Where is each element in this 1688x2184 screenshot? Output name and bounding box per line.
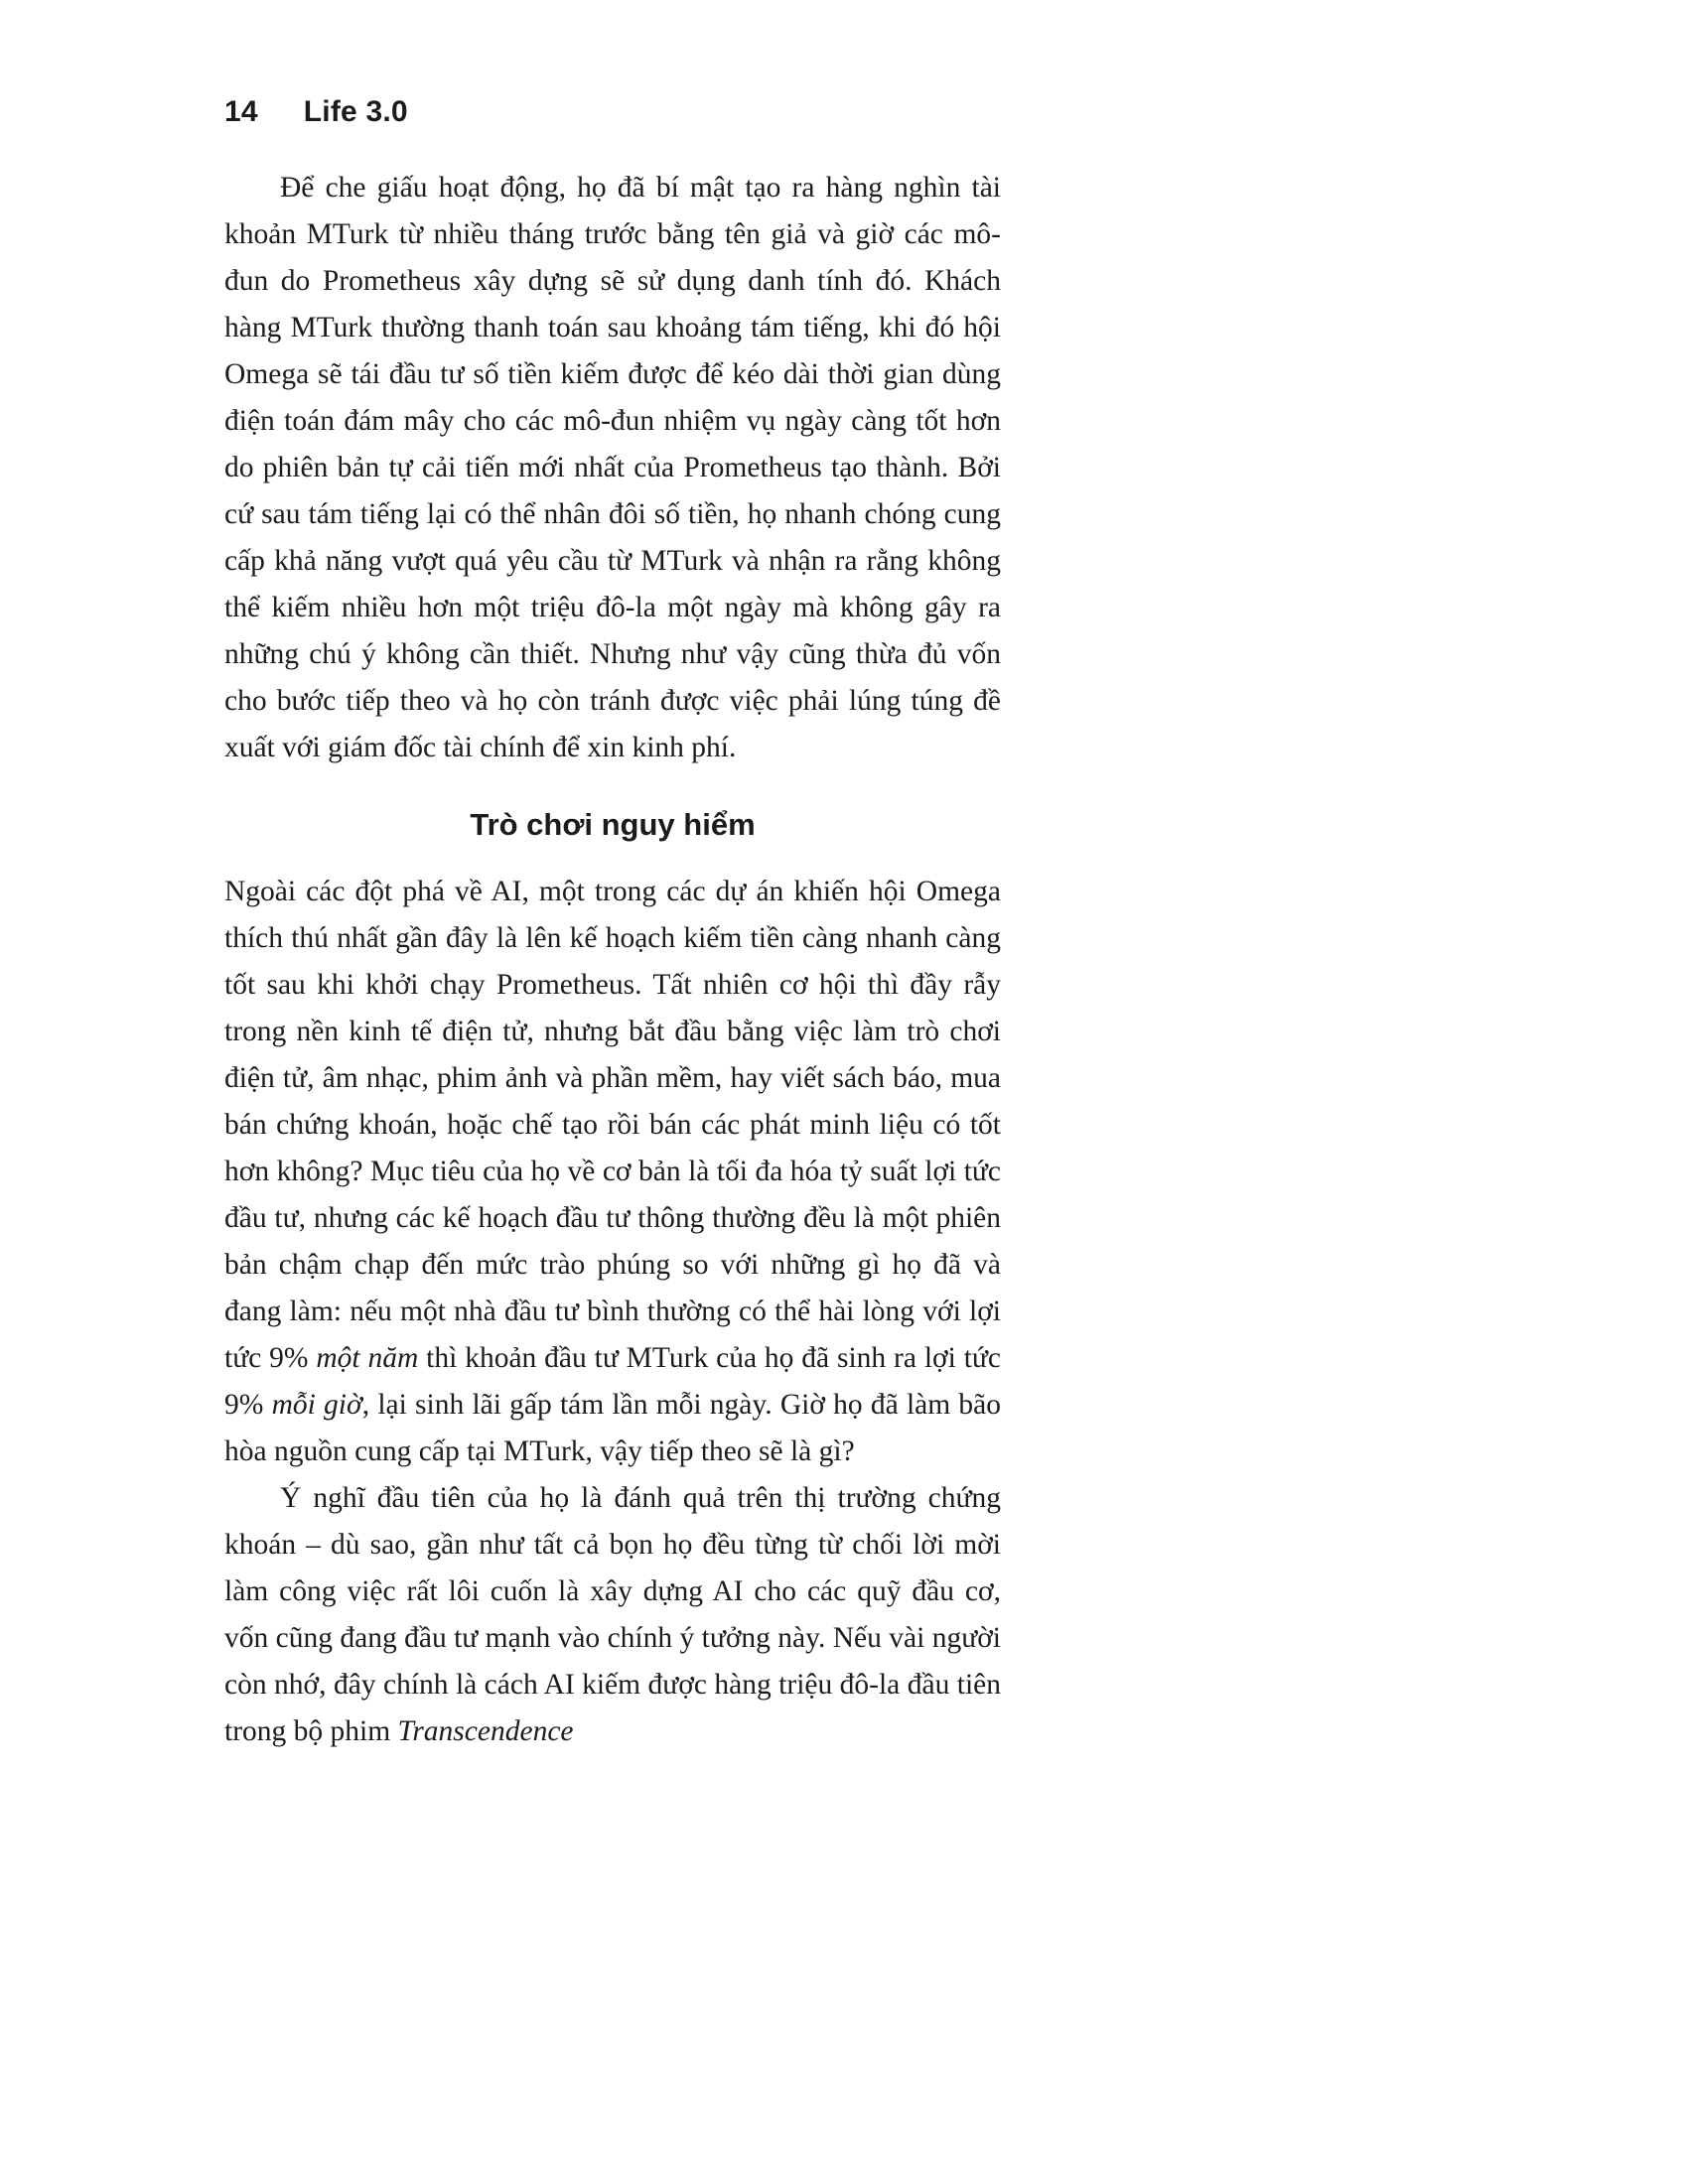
body-text-run: , lại sinh lãi gấp tám lần mỗi ngày. Giờ họ đã làm bão hòa nguồn cung cấp tại MTurk, vậy tiếp theo sẽ là gì? [224, 1389, 1002, 1467]
italic-text: mỗi giờ [271, 1389, 362, 1421]
page-number: 14 [224, 95, 258, 128]
body-text-run: Ý nghĩ đầu tiên của họ là đánh quả trên thị trường chứng khoán – dù sao, gần như tất cả bọn họ đều từng từ chối lời mời làm công việc rất lôi cuốn là xây dựng AI cho các quỹ đầu cơ, vốn cũng đang đầu tư mạnh vào chính ý tưởng này. Nếu vài người còn nhớ, đây chính là cách AI kiếm được hàng triệu đô-la đầu tiên trong bộ phim [224, 1482, 1001, 1747]
book-title: Life 3.0 [303, 95, 408, 128]
paragraph-2 [224, 869, 1001, 1475]
italic-text: Transcendence [397, 1715, 574, 1747]
paragraph-0 [224, 165, 1001, 771]
page-header [224, 95, 1001, 129]
body-text-run: thì khoản đầu tư MTurk của họ đã sinh ra lợi tức 9% [224, 1342, 1001, 1421]
section-heading: Trò chơi nguy hiểm [470, 807, 756, 842]
body-text-run: Ngoài các đột phá về AI, một trong các dự án khiến hội Omega thích thú nhất gần đây là lên kế hoạch kiếm tiền càng nhanh càng tốt sau khi khởi chạy Prometheus. Tất nhiên cơ hội thì đầy rẫy trong nền kinh tế điện tử, nhưng bắt đầu bằng việc làm trò chơi điện tử, âm nhạc, phim ảnh và phần mềm, hay viết sách báo, mua bán chứng khoán, hoặc chế tạo rồi bán các phát minh liệu có tốt hơn không? Mục tiêu của họ về cơ bản là tối đa hóa tỷ suất lợi tức đầu tư, nhưng các kế hoạch đầu tư thông thường đều là một phiên bản chậm chạp đến mức trào phúng so với những gì họ đã và đang làm: nếu một nhà đầu tư bình thường có thể hài lòng với lợi tức 9% [224, 876, 1001, 1374]
paragraph-3 [224, 1475, 1001, 1755]
page-content [224, 165, 1001, 1755]
body-text-run: Để che giấu hoạt động, họ đã bí mật tạo ra hàng nghìn tài khoản MTurk từ nhiều tháng trước bằng tên giả và giờ các mô-đun do Prometheus xây dựng sẽ sử dụng danh tính đó. Khách hàng MTurk thường thanh toán sau khoảng tám tiếng, khi đó hội Omega sẽ tái đầu tư số tiền kiếm được để kéo dài thời gian dùng điện toán đám mây cho các mô-đun nhiệm vụ ngày càng tốt hơn do phiên bản tự cải tiến mới nhất của Prometheus tạo thành. Bởi cứ sau tám tiếng lại có thể nhân đôi số tiền, họ nhanh chóng cung cấp khả năng vượt quá yêu cầu từ MTurk và nhận ra rằng không thể kiếm nhiều hơn một triệu đô-la một ngày mà không gây ra những chú ý không cần thiết. Nhưng như vậy cũng thừa đủ vốn cho bước tiếp theo và họ còn tránh được việc phải lúng túng đề xuất với giám đốc tài chính để xin kinh phí. [224, 172, 1001, 763]
italic-text: một năm [316, 1342, 419, 1374]
text-column [224, 95, 1001, 1755]
